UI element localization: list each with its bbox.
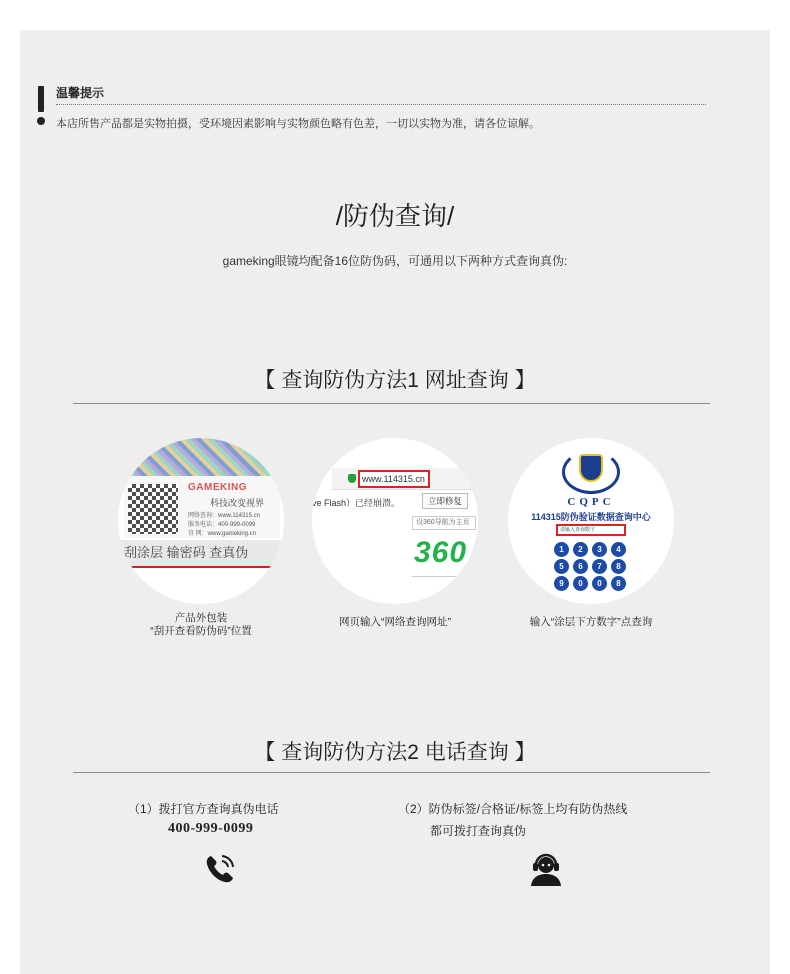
keypad-key: 9	[554, 576, 569, 591]
method2-rule	[73, 772, 710, 773]
step1-caption: 产品外包装 “刮开查看防伪码”位置	[150, 612, 252, 637]
package-line-phone: 服务电话：400-999-0099	[188, 522, 256, 528]
notice-text: 本店所售产品都是实物拍摄，受环境因素影响与实物颜色略有色差，一切以实物为准，请各位谅解。	[56, 118, 540, 130]
step2-caption: 网页输入“网络查询网址”	[339, 616, 451, 628]
label-method-line2: 都可拨打查询真伪	[430, 824, 527, 838]
keypad-key: 0	[573, 576, 588, 591]
keypad-key: 7	[592, 559, 607, 574]
method1-rule	[73, 403, 710, 404]
keypad-key: 8	[611, 559, 626, 574]
flash-message: ve Flash）已经崩溃。	[312, 498, 401, 508]
label-method-line1: （2）防伪标签/合格证/标签上均有防伪热线	[398, 802, 628, 816]
step3-caption: 输入“涂层下方数字”点查询	[529, 616, 653, 628]
query-center-screenshot	[508, 438, 674, 604]
code-input-highlight: 请输入查询数字	[556, 524, 626, 536]
query-center-name: 114315防伪验证数据查询中心	[531, 512, 651, 522]
hologram-sticker	[118, 438, 284, 480]
brand-360-logo: 360	[414, 536, 468, 569]
keypad	[554, 542, 630, 591]
cqpc-text: CQPC	[567, 496, 615, 508]
cqpc-emblem-icon	[562, 450, 620, 494]
customer-service-icon	[527, 850, 565, 888]
package-slogan: 科技改变视界	[210, 498, 265, 508]
package-photo	[118, 438, 284, 604]
keypad-key: 2	[573, 542, 588, 557]
keypad-key: 3	[592, 542, 607, 557]
method2-title: 【 查询防伪方法2 电话查询 】	[254, 741, 536, 764]
gameking-logo: GAMEKING	[188, 482, 247, 493]
notice-title: 温馨提示	[56, 86, 105, 100]
qr-code-icon	[128, 484, 178, 534]
exclamation-icon	[36, 86, 46, 126]
keypad-key: 4	[611, 542, 626, 557]
package-line-query: 网络查询：www.114315.cn	[188, 513, 260, 519]
method1-title: 【 查询防伪方法1 网址查询 】	[254, 369, 536, 392]
notice	[34, 82, 706, 132]
phone-number: 400-999-0099	[168, 821, 254, 836]
keypad-key: 1	[554, 542, 569, 557]
keypad-key: 0	[592, 576, 607, 591]
keypad-key: 6	[573, 559, 588, 574]
scratch-strip: 刮涂层 输密码 查真伪	[118, 540, 284, 566]
notice-dotted-rule	[56, 104, 706, 105]
phone-icon	[203, 852, 237, 886]
search-box: 设360导航为主页	[412, 516, 476, 530]
url-highlight: www.114315.cn	[358, 470, 430, 488]
phone-method-label: （1）拨打官方查询真伪电话	[128, 802, 279, 816]
fix-button: 立即修复	[422, 493, 468, 509]
browser-screenshot	[312, 438, 478, 604]
page-subtitle: gameking眼镜均配备16位防伪码，可通用以下两种方式查询真伪:	[222, 254, 568, 268]
keypad-key: 5	[554, 559, 569, 574]
keypad-key: 8	[611, 576, 626, 591]
page-title: /防伪查询/	[335, 201, 455, 231]
package-line-site: 官 网：www.gameking.cn	[188, 531, 257, 537]
shield-icon	[348, 474, 356, 483]
